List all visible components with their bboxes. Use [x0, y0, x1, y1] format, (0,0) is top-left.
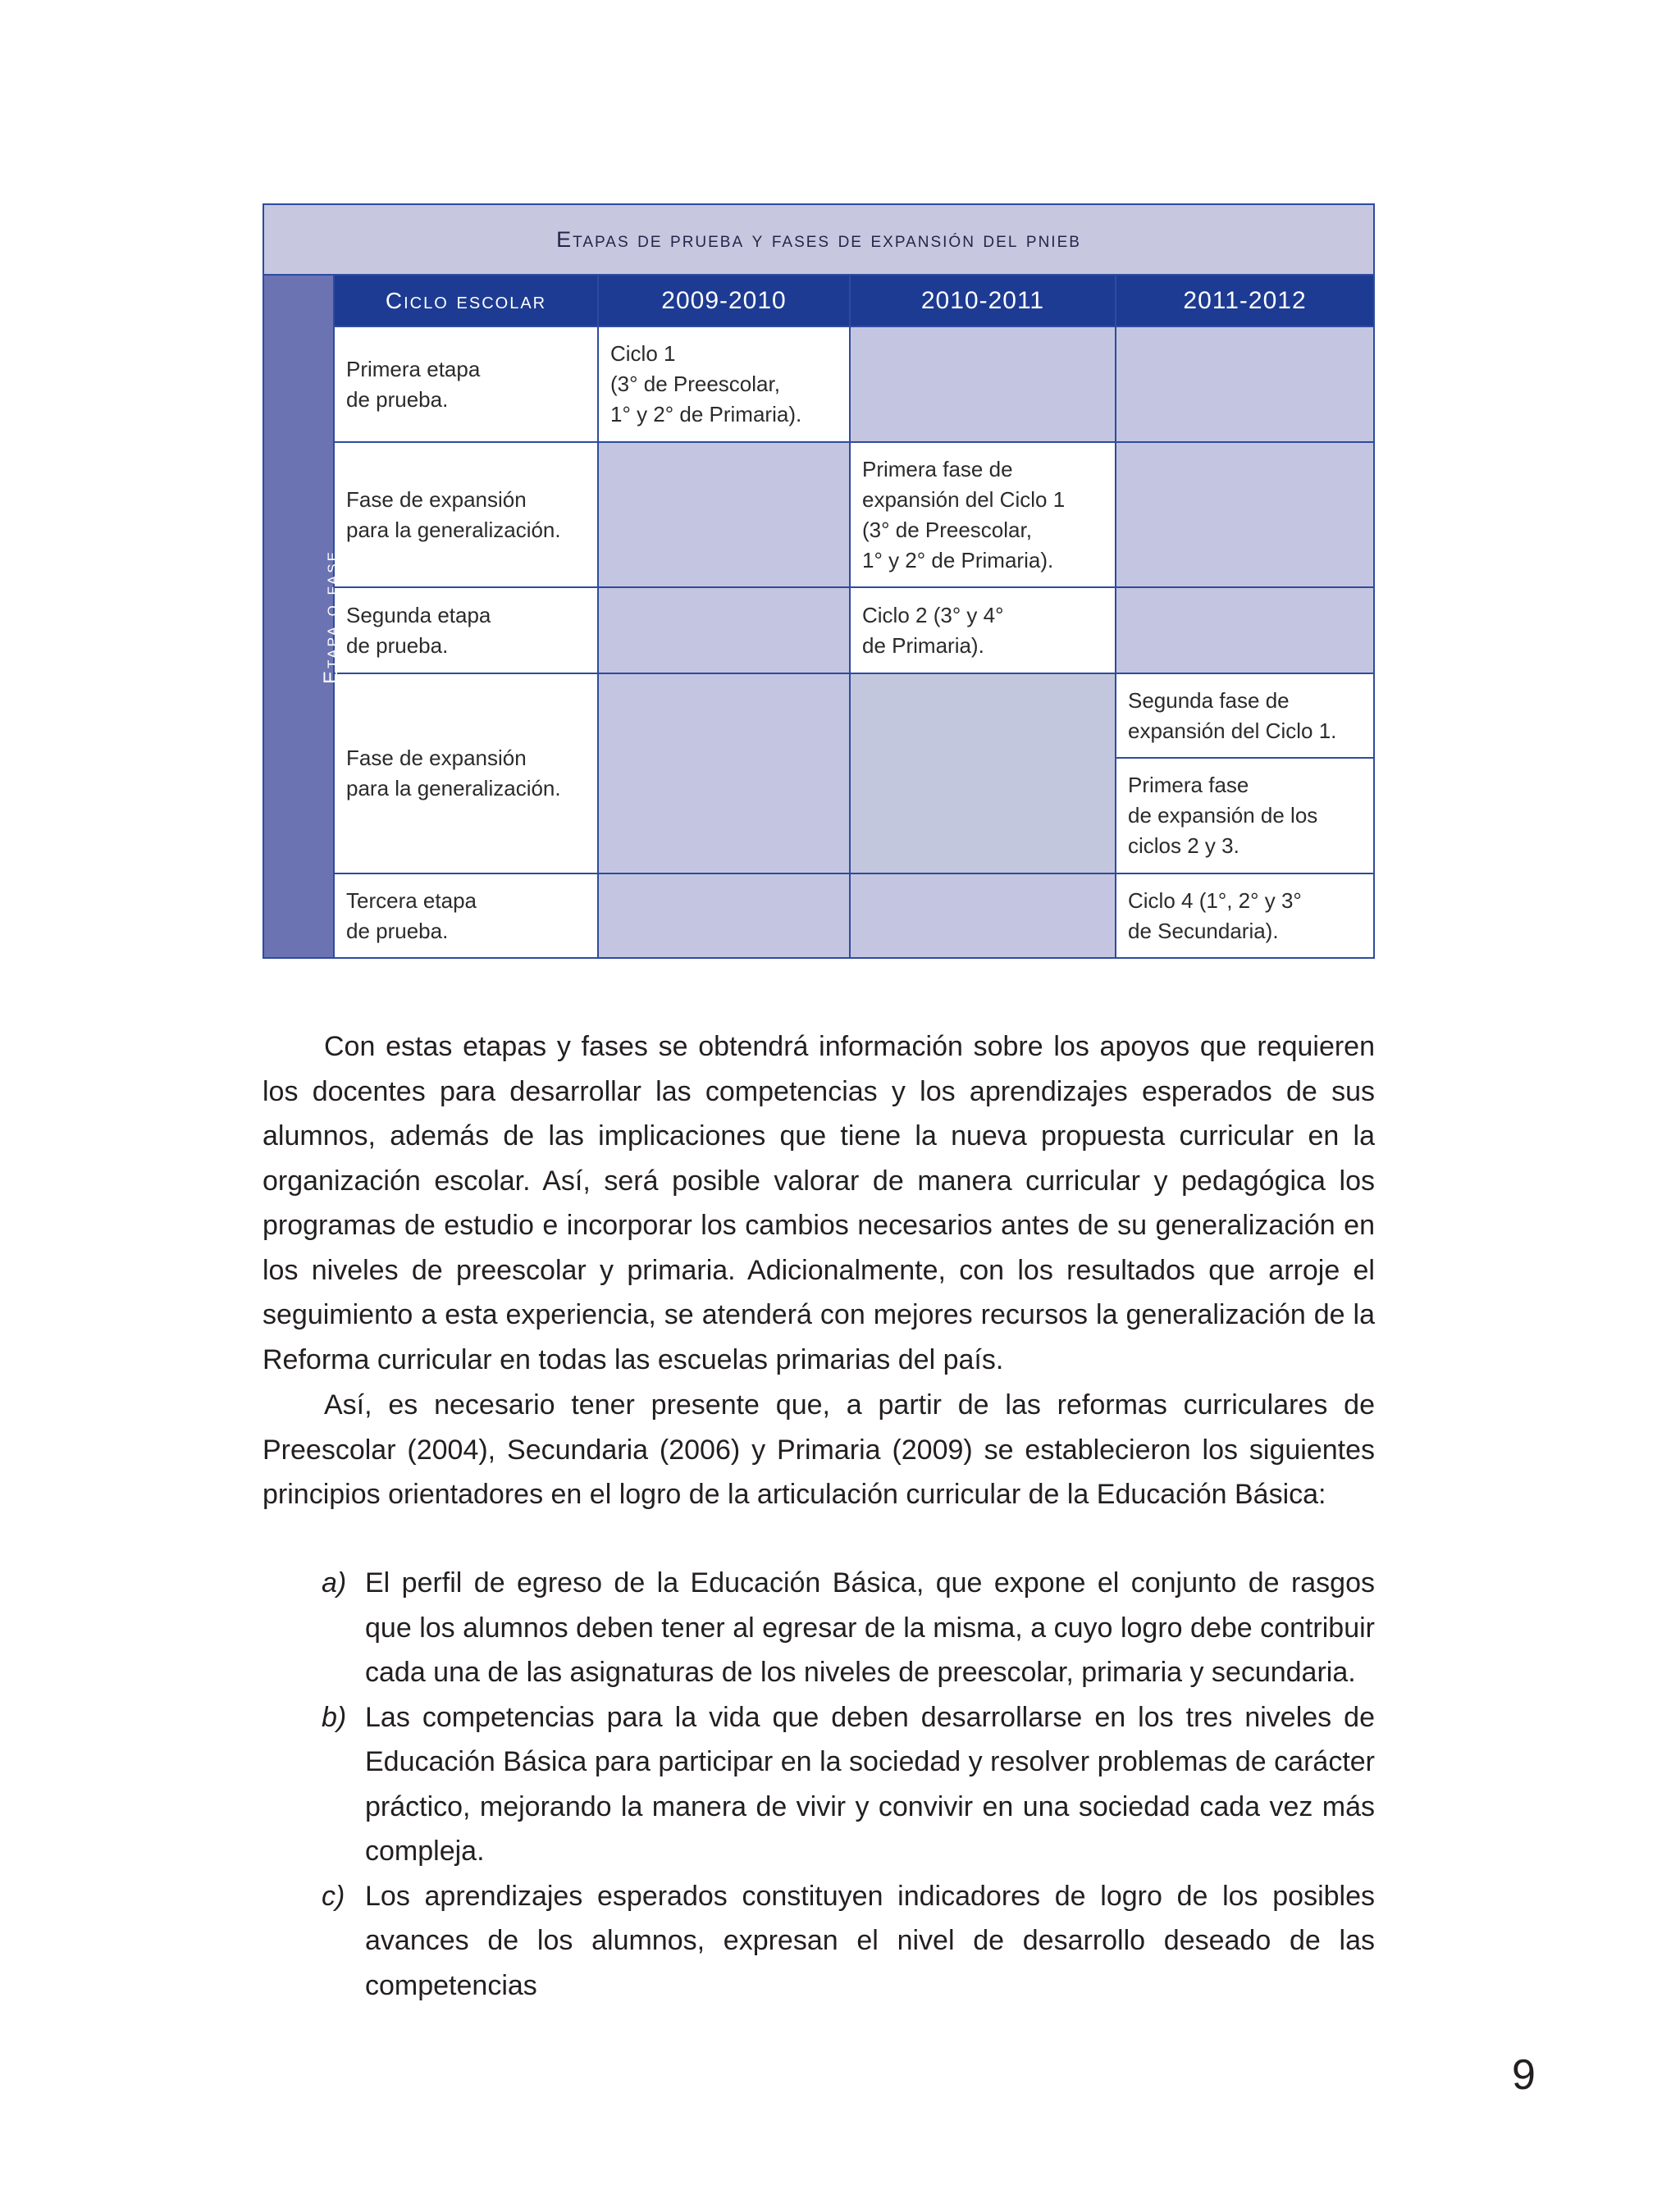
cell-2010-empty	[850, 673, 1116, 873]
cell-2009: Ciclo 1 (3° de Preescolar, 1° y 2° de Primaria).	[598, 326, 850, 442]
cell-2010-empty	[850, 873, 1116, 958]
list-item-text: Los aprendizajes esperados constituyen indicadores de logro de los posibles avances de los alumnos, expresan el nivel de desarrollo deseado de las competencias	[365, 1880, 1375, 2001]
principles-list	[262, 1561, 1375, 2008]
list-marker: c)	[322, 1880, 345, 1912]
header-2011-2012: 2011-2012	[1116, 275, 1374, 326]
stage-cell: Fase de expansión para la generalización.	[334, 673, 598, 873]
header-2010-2011: 2010-2011	[850, 275, 1116, 326]
side-label-cell	[263, 275, 342, 958]
table-title-row	[263, 204, 1374, 275]
list-item	[262, 1695, 1375, 1874]
table-row	[263, 673, 1374, 758]
cell-2011-empty	[1116, 442, 1374, 587]
cell-2010: Ciclo 2 (3° y 4° de Primaria).	[850, 587, 1116, 673]
cell-2011-b: Primera fase de expansión de los ciclos 2 y 3.	[1116, 758, 1374, 873]
table-row	[263, 587, 1374, 673]
cell-2011-empty	[1116, 587, 1374, 673]
list-item	[262, 1874, 1375, 2009]
header-ciclo-escolar: Ciclo escolar	[334, 275, 598, 326]
cell-2011: Ciclo 4 (1°, 2° y 3° de Secundaria).	[1116, 873, 1374, 958]
list-marker: b)	[322, 1701, 347, 1733]
list-marker: a)	[322, 1567, 347, 1599]
cell-2009-empty	[598, 587, 850, 673]
cell-2010: Primera fase de expansión del Ciclo 1 (3° de Preescolar, 1° y 2° de Primaria).	[850, 442, 1116, 587]
cell-2009-empty	[598, 873, 850, 958]
table-row	[263, 873, 1374, 958]
table-header-row	[263, 275, 1374, 326]
stage-cell: Segunda etapa de prueba.	[334, 587, 598, 673]
cell-2009-empty	[598, 442, 850, 587]
cell-2010-empty	[850, 326, 1116, 442]
list-item-text: Las competencias para la vida que deben desarrollarse en los tres niveles de Educación Básica para participar en la sociedad y resolver problemas de carácter práctico, mejorando la manera de vivir y convivir en una sociedad cada vez más compleja.	[365, 1701, 1375, 1867]
list-item-text: El perfil de egreso de la Educación Básica, que expone el conjunto de rasgos que los alumnos deben tener al egresar de la misma, a cuyo logro debe contribuir cada una de las asignaturas de los niveles de preescolar, primaria y secundaria.	[365, 1567, 1375, 1688]
cell-2011-empty	[1116, 326, 1374, 442]
table-row	[263, 442, 1374, 587]
phases-table	[262, 203, 1375, 959]
header-2009-2010: 2009-2010	[598, 275, 850, 326]
table-row	[263, 326, 1374, 442]
paragraph-2: Así, es necesario tener presente que, a partir de las reformas curriculares de Preescolar (2004), Secundaria (2006) y Primaria (2009) se establecieron los siguientes principios orientadores en el logro de la articulación curricular de la Educación Básica:	[262, 1389, 1375, 1510]
paragraph-1: Con estas etapas y fases se obtendrá información sobre los apoyos que requieren los docentes para desarrollar las competencias y los aprendizajes esperados de sus alumnos, además de las implicaciones que tiene la nueva propuesta curricular en la organización escolar. Así, será posible valorar de manera curricular y pedagógica los programas de estudio e incorporar los cambios necesarios antes de su generalización en los niveles de preescolar y primaria. Adicionalmente, con los resultados que arroje el seguimiento a esta experiencia, se atenderá con mejores recursos la generalización de la Reforma curricular en todas las escuelas primarias del país.	[262, 1031, 1375, 1375]
page-number: 9	[1512, 2051, 1536, 2099]
cell-2009-empty	[598, 673, 850, 873]
stage-cell: Tercera etapa de prueba.	[334, 873, 598, 958]
stage-cell: Primera etapa de prueba.	[334, 326, 598, 442]
side-label: Etapa o fase	[319, 549, 342, 684]
list-item	[262, 1561, 1375, 1695]
table-title: Etapas de prueba y fases de expansión del pnieb	[263, 204, 1374, 275]
stage-cell: Fase de expansión para la generalización.	[334, 442, 598, 587]
cell-2011-a: Segunda fase de expansión del Ciclo 1.	[1116, 673, 1374, 758]
